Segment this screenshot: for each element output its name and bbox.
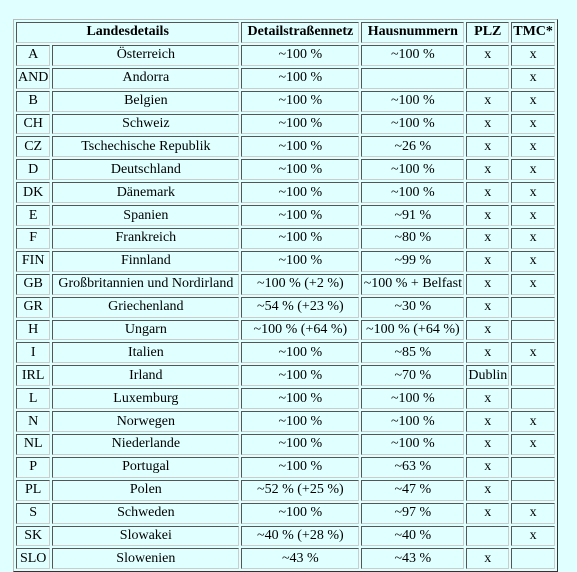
country-name-cell: Großbritannien und Nordirland — [52, 274, 239, 295]
tmc-cell — [511, 320, 555, 341]
country-code-cell: H — [16, 320, 50, 341]
table-row — [16, 114, 555, 135]
country-name-cell: Tschechische Republik — [52, 136, 239, 157]
tmc-cell: x — [511, 411, 555, 432]
plz-cell: x — [466, 228, 509, 249]
table-row — [16, 136, 555, 157]
plz-cell: x — [466, 297, 509, 318]
road-network-cell: ~100 % — [241, 251, 359, 272]
plz-cell: x — [466, 251, 509, 272]
house-numbers-cell: ~100 % — [361, 388, 464, 409]
house-numbers-cell: ~97 % — [361, 503, 464, 524]
country-name-cell: Österreich — [52, 45, 239, 66]
tmc-cell: x — [511, 159, 555, 180]
tmc-cell — [511, 457, 555, 478]
road-network-cell: ~100 % — [241, 114, 359, 135]
table-row — [16, 45, 555, 66]
road-network-cell: ~100 % — [241, 365, 359, 386]
table-row — [16, 342, 555, 363]
tmc-cell — [511, 548, 555, 569]
table-row — [16, 91, 555, 112]
road-network-cell: ~100 % (+64 %) — [241, 320, 359, 341]
house-numbers-cell: ~100 % — [361, 434, 464, 455]
road-network-cell: ~52 % (+25 %) — [241, 480, 359, 501]
tmc-cell — [511, 297, 555, 318]
table-row — [16, 457, 555, 478]
country-code-cell: E — [16, 205, 50, 226]
country-code-cell: I — [16, 342, 50, 363]
table-row — [16, 205, 555, 226]
table-row — [16, 251, 555, 272]
house-numbers-cell: ~91 % — [361, 205, 464, 226]
plz-cell: x — [466, 457, 509, 478]
country-code-cell: L — [16, 388, 50, 409]
house-numbers-cell: ~80 % — [361, 228, 464, 249]
plz-cell — [466, 526, 509, 547]
table-row — [16, 480, 555, 501]
tmc-cell: x — [511, 342, 555, 363]
house-numbers-cell: ~100 % — [361, 45, 464, 66]
road-network-cell: ~100 % — [241, 45, 359, 66]
tmc-cell: x — [511, 274, 555, 295]
plz-cell: x — [466, 274, 509, 295]
country-name-cell: Belgien — [52, 91, 239, 112]
plz-cell: x — [466, 411, 509, 432]
country-code-cell: SLO — [16, 548, 50, 569]
country-code-cell: S — [16, 503, 50, 524]
house-numbers-cell: ~43 % — [361, 548, 464, 569]
table-row — [16, 434, 555, 455]
plz-cell: x — [466, 342, 509, 363]
country-name-cell: Slowakei — [52, 526, 239, 547]
plz-cell: Dublin — [466, 365, 509, 386]
road-network-cell: ~100 % — [241, 342, 359, 363]
tmc-cell: x — [511, 526, 555, 547]
tmc-cell: x — [511, 45, 555, 66]
plz-cell: x — [466, 91, 509, 112]
tmc-cell: x — [511, 503, 555, 524]
plz-cell: x — [466, 182, 509, 203]
road-network-cell: ~100 % — [241, 388, 359, 409]
house-numbers-cell: ~100 % — [361, 411, 464, 432]
house-numbers-cell: ~100 % + Belfast — [361, 274, 464, 295]
country-code-cell: PL — [16, 480, 50, 501]
plz-cell: x — [466, 503, 509, 524]
country-code-cell: N — [16, 411, 50, 432]
table-row — [16, 526, 555, 547]
road-network-cell: ~43 % — [241, 548, 359, 569]
country-name-cell: Dänemark — [52, 182, 239, 203]
tmc-cell: x — [511, 228, 555, 249]
country-name-cell: Finnland — [52, 251, 239, 272]
country-code-cell: D — [16, 159, 50, 180]
house-numbers-cell: ~47 % — [361, 480, 464, 501]
table-row — [16, 228, 555, 249]
header-network: Detailstraßennetz — [241, 22, 359, 43]
house-numbers-cell — [361, 68, 464, 89]
plz-cell: x — [466, 136, 509, 157]
house-numbers-cell: ~40 % — [361, 526, 464, 547]
road-network-cell: ~100 % — [241, 434, 359, 455]
tmc-cell — [511, 365, 555, 386]
country-name-cell: Deutschland — [52, 159, 239, 180]
plz-cell: x — [466, 205, 509, 226]
plz-cell: x — [466, 388, 509, 409]
house-numbers-cell: ~100 % — [361, 91, 464, 112]
house-numbers-cell: ~100 % — [361, 182, 464, 203]
plz-cell: x — [466, 480, 509, 501]
table-row — [16, 503, 555, 524]
tmc-cell — [511, 480, 555, 501]
table-row — [16, 320, 555, 341]
country-code-cell: NL — [16, 434, 50, 455]
plz-cell: x — [466, 320, 509, 341]
header-country: Landesdetails — [16, 22, 239, 43]
country-name-cell: Italien — [52, 342, 239, 363]
country-code-cell: AND — [16, 68, 50, 89]
road-network-cell: ~100 % — [241, 91, 359, 112]
house-numbers-cell: ~30 % — [361, 297, 464, 318]
table-row — [16, 297, 555, 318]
tmc-cell — [511, 388, 555, 409]
country-name-cell: Schweiz — [52, 114, 239, 135]
house-numbers-cell: ~26 % — [361, 136, 464, 157]
road-network-cell: ~100 % — [241, 457, 359, 478]
table-row — [16, 365, 555, 386]
country-name-cell: Spanien — [52, 205, 239, 226]
country-name-cell: Polen — [52, 480, 239, 501]
country-name-cell: Irland — [52, 365, 239, 386]
country-name-cell: Schweden — [52, 503, 239, 524]
house-numbers-cell: ~100 % — [361, 159, 464, 180]
house-numbers-cell: ~70 % — [361, 365, 464, 386]
road-network-cell: ~100 % — [241, 136, 359, 157]
country-name-cell: Slowenien — [52, 548, 239, 569]
house-numbers-cell: ~63 % — [361, 457, 464, 478]
road-network-cell: ~100 % — [241, 68, 359, 89]
table-row — [16, 548, 555, 569]
country-code-cell: IRL — [16, 365, 50, 386]
house-numbers-cell: ~100 % — [361, 114, 464, 135]
road-network-cell: ~100 % — [241, 228, 359, 249]
plz-cell: x — [466, 434, 509, 455]
plz-cell: x — [466, 114, 509, 135]
country-name-cell: Niederlande — [52, 434, 239, 455]
header-row — [16, 22, 555, 43]
tmc-cell: x — [511, 434, 555, 455]
road-network-cell: ~100 % — [241, 182, 359, 203]
table-row — [16, 68, 555, 89]
road-network-cell: ~100 % (+2 %) — [241, 274, 359, 295]
road-network-cell: ~40 % (+28 %) — [241, 526, 359, 547]
country-code-cell: GR — [16, 297, 50, 318]
plz-cell: x — [466, 159, 509, 180]
tmc-cell: x — [511, 68, 555, 89]
header-house-numbers: Hausnummern — [361, 22, 464, 43]
table-row — [16, 182, 555, 203]
country-code-cell: GB — [16, 274, 50, 295]
country-code-cell: DK — [16, 182, 50, 203]
road-network-cell: ~100 % — [241, 411, 359, 432]
house-numbers-cell: ~99 % — [361, 251, 464, 272]
table-body — [16, 45, 555, 569]
tmc-cell: x — [511, 182, 555, 203]
road-network-cell: ~100 % — [241, 503, 359, 524]
country-code-cell: A — [16, 45, 50, 66]
plz-cell — [466, 68, 509, 89]
header-tmc: TMC* — [511, 22, 555, 43]
table-row — [16, 388, 555, 409]
tmc-cell: x — [511, 91, 555, 112]
tmc-cell: x — [511, 251, 555, 272]
table-row — [16, 159, 555, 180]
tmc-cell: x — [511, 205, 555, 226]
country-code-cell: F — [16, 228, 50, 249]
coverage-table — [13, 19, 558, 572]
country-name-cell: Andorra — [52, 68, 239, 89]
country-code-cell: CZ — [16, 136, 50, 157]
country-code-cell: SK — [16, 526, 50, 547]
country-code-cell: CH — [16, 114, 50, 135]
table-row — [16, 411, 555, 432]
road-network-cell: ~100 % — [241, 159, 359, 180]
country-name-cell: Portugal — [52, 457, 239, 478]
country-name-cell: Norwegen — [52, 411, 239, 432]
country-name-cell: Griechenland — [52, 297, 239, 318]
plz-cell: x — [466, 45, 509, 66]
plz-cell: x — [466, 548, 509, 569]
country-code-cell: B — [16, 91, 50, 112]
road-network-cell: ~54 % (+23 %) — [241, 297, 359, 318]
table-row — [16, 274, 555, 295]
country-code-cell: FIN — [16, 251, 50, 272]
country-name-cell: Luxemburg — [52, 388, 239, 409]
road-network-cell: ~100 % — [241, 205, 359, 226]
country-name-cell: Ungarn — [52, 320, 239, 341]
country-code-cell: P — [16, 457, 50, 478]
tmc-cell: x — [511, 114, 555, 135]
country-name-cell: Frankreich — [52, 228, 239, 249]
house-numbers-cell: ~100 % (+64 %) — [361, 320, 464, 341]
tmc-cell: x — [511, 136, 555, 157]
header-plz: PLZ — [466, 22, 509, 43]
house-numbers-cell: ~85 % — [361, 342, 464, 363]
